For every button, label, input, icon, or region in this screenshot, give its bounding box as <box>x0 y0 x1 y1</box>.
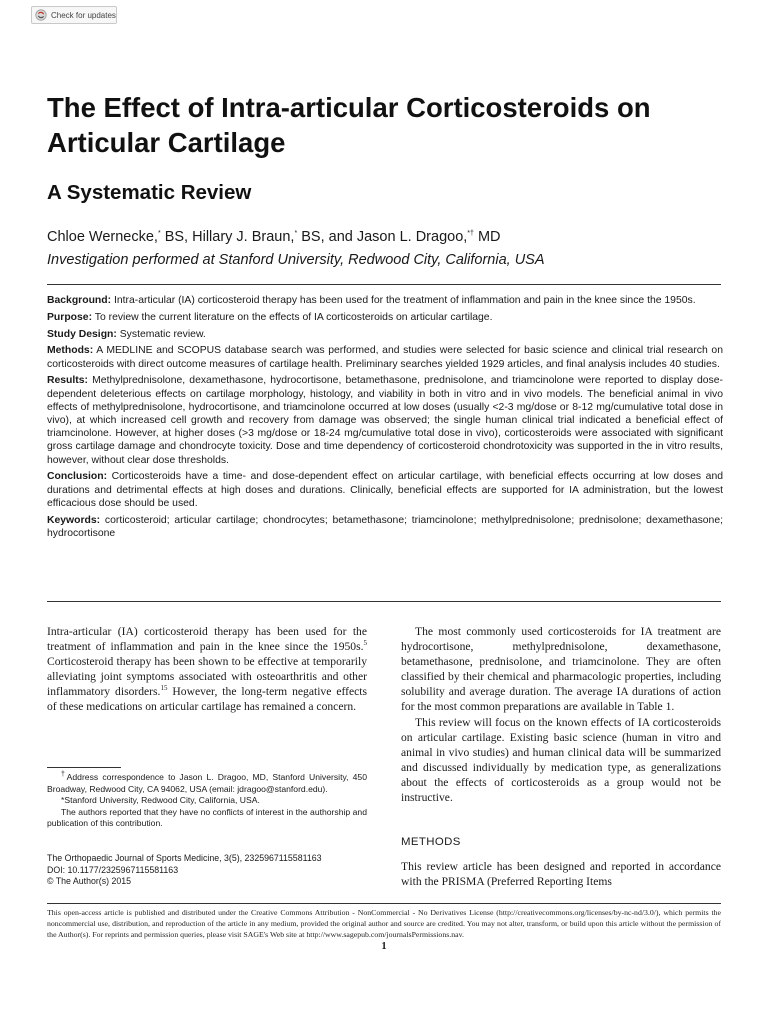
footnote-mark: † <box>61 771 67 779</box>
section-text: Intra-articular (IA) corticosteroid therapy has been used for the treatment of inflammation and pain in the knee since the 1950s. <box>111 295 696 306</box>
author-name: Chloe Wernecke, <box>47 229 158 245</box>
author-mark: *† <box>467 230 474 238</box>
abstract <box>47 294 723 544</box>
section-label: Purpose: <box>47 311 93 323</box>
author-mark: * <box>157 230 161 238</box>
license-notice: This open-access article is published and distributed under the Creative Commons Attribution - NonCommercial - No Derivatives License (http://creativecommons.org/licenses/by-nc-nd/3.0/), which permits the noncommercial use, distribution, and reproduction of the article in any medium, provided the original author and source are credited. You may not alter, transform, or build upon this article without the permission of the Author(s). For reprints and permission queries, please visit SAGE's Web site at http://www.sagepub.com/journalsPermissions.nav. <box>47 908 721 940</box>
body-text: However, the long-term negative effects of these medications on articular cartilage has remained a concern. <box>47 685 367 714</box>
update-icon <box>35 9 47 21</box>
body-left-column <box>47 624 367 715</box>
review-focus-paragraph: This review will focus on the known effects of IA corticosteroids on articular cartilage. Existing basic science (human in vitro and animal in vivo studies) and human clinical data will be summarized and discussed individually by medication type, as generalizations about the effects of corticosteroids as a group would not be instructive. <box>401 715 721 805</box>
body-text: Intra-articular (IA) corticosteroid therapy has been used for the treatment of inflammation and pain in the knee since the 1950s. <box>47 625 367 654</box>
abstract-results <box>47 374 723 466</box>
author-degree: BS, <box>160 229 193 245</box>
section-label: Study Design: <box>47 328 117 340</box>
page-number: 1 <box>381 941 387 952</box>
section-text: Systematic review. <box>116 328 206 340</box>
abstract-top-rule <box>47 284 721 285</box>
journal-doi[interactable]: DOI: 10.1177/2325967115581163 <box>47 864 179 875</box>
author-mark: * <box>294 230 298 238</box>
footnote-affiliation: *Stanford University, Redwood City, California, USA. <box>61 795 260 805</box>
footnote-correspondence <box>47 772 367 795</box>
reference-link[interactable]: 5 <box>363 639 367 648</box>
section-label: Keywords: <box>47 514 101 526</box>
abstract-study-design <box>47 328 723 341</box>
author-degree: MD <box>473 229 501 245</box>
abstract-bottom-rule <box>47 601 721 602</box>
journal-info <box>47 853 367 888</box>
abstract-conclusion <box>47 470 723 510</box>
author-degree: BS, and <box>297 229 357 245</box>
corticosteroids-paragraph: The most commonly used corticosteroids for IA treatment are hydrocortisone, methylprednisolone, dexamethasone, betamethasone, prednisolone, and triamcinolone. They are often classified by their chemical and pharmacologic properties, including solubility and average duration. The average IA durations of action for the most common preparations are available in Table 1. <box>401 625 721 714</box>
methods-paragraph: This review article has been designed and reported in accordance with the PRISMA (Preferred Reporting Items <box>401 860 721 889</box>
section-text: A MEDLINE and SCOPUS database search was performed, and studies were selected for basic science and clinical trial research on corticosteroids with direct outcome measures of cartilage health. Preliminary searches yielded 1929 articles, and final analysis includes 40 studies. <box>47 345 723 370</box>
section-label: Methods: <box>47 345 94 357</box>
footnote-conflicts: The authors reported that they have no conflicts of interest in the authorship and publication of this contribution. <box>47 806 367 828</box>
author-list <box>47 227 737 247</box>
article-title: The Effect of Intra-articular Corticosteroids on Articular Cartilage <box>47 92 651 158</box>
check-for-updates-label: Check for updates <box>51 10 116 20</box>
section-text: Methylprednisolone, dexamethasone, hydrocortisone, betamethasone, prednisolone, and triamcinolone were reported to display dose-dependent deleterious effects on cartilage morphology, histology, and viability in both in vitro and in vivo models. The beneficial animal in vivo effects of methylprednisolone, hydrocortisone, and triamcinolone occurred at low doses (usually <2-3 mg/dose or 8-12 mg/cumulative total dose in vivo), at which increased cell growth and recovery from damage was observed; the single human clinical trial indicated a beneficial effect of triamcinolone. However, at higher doses (>3 mg/dose or 18-24 mg/cumulative total dose in vivo), corticosteroids were associated with significant gross cartilage damage and chondrocyte toxicity. Dose and time dependency of corticosteroid chondrotoxicity was supported in the in vitro results, however, without clear dose thresholds. <box>47 375 723 466</box>
footnotes <box>47 772 367 830</box>
intro-paragraph <box>47 624 367 715</box>
methods-heading: METHODS <box>401 836 461 848</box>
reference-link[interactable]: 15 <box>160 684 168 693</box>
check-for-updates-badge[interactable] <box>31 6 117 24</box>
abstract-purpose <box>47 311 723 324</box>
section-text: To review the current literature on the effects of IA corticosteroids on articular cartilage. <box>92 311 493 323</box>
author-name: Hillary J. Braun, <box>192 229 295 245</box>
section-text: corticosteroid; articular cartilage; chondrocytes; betamethasone; triamcinolone; methylprednisolone; prednisolone; dexamethasone; hydrocortisone <box>47 514 723 539</box>
journal-citation: The Orthopaedic Journal of Sports Medicine, 3(5), 2325967115581163 <box>47 853 322 863</box>
article-subtitle: A Systematic Review <box>47 181 252 204</box>
section-label: Results: <box>47 375 88 387</box>
journal-copyright: © The Author(s) 2015 <box>47 876 132 886</box>
author-name: Jason L. Dragoo, <box>356 229 468 245</box>
abstract-background <box>47 294 723 307</box>
body-right-column <box>401 624 721 805</box>
footnote-rule <box>47 767 121 768</box>
body-text: Corticosteroid therapy has been shown to be effective at temporarily alleviating joint symptoms associated with osteoarthritis and other inflammatory disorders. <box>47 655 367 699</box>
abstract-keywords <box>47 514 723 540</box>
affiliation-line: Investigation performed at Stanford University, Redwood City, California, USA <box>47 252 545 268</box>
section-label: Conclusion: <box>47 471 108 483</box>
section-text: Corticosteroids have a time- and dose-dependent effect on articular cartilage, with beneficial effects occurring at low doses and durations and detrimental effects at high doses and durations. Clinically, beneficial effects are supported for IA administration, but the lowest efficacious dose should be used. <box>47 471 723 509</box>
abstract-methods <box>47 344 723 370</box>
section-label: Background: <box>47 295 112 306</box>
license-rule <box>47 903 721 904</box>
footnote-text: Address correspondence to Jason L. Dragoo, MD, Stanford University, 450 Broadway, Redwood City, CA 94062, USA (email: jdragoo@stanford.edu). <box>47 772 367 794</box>
